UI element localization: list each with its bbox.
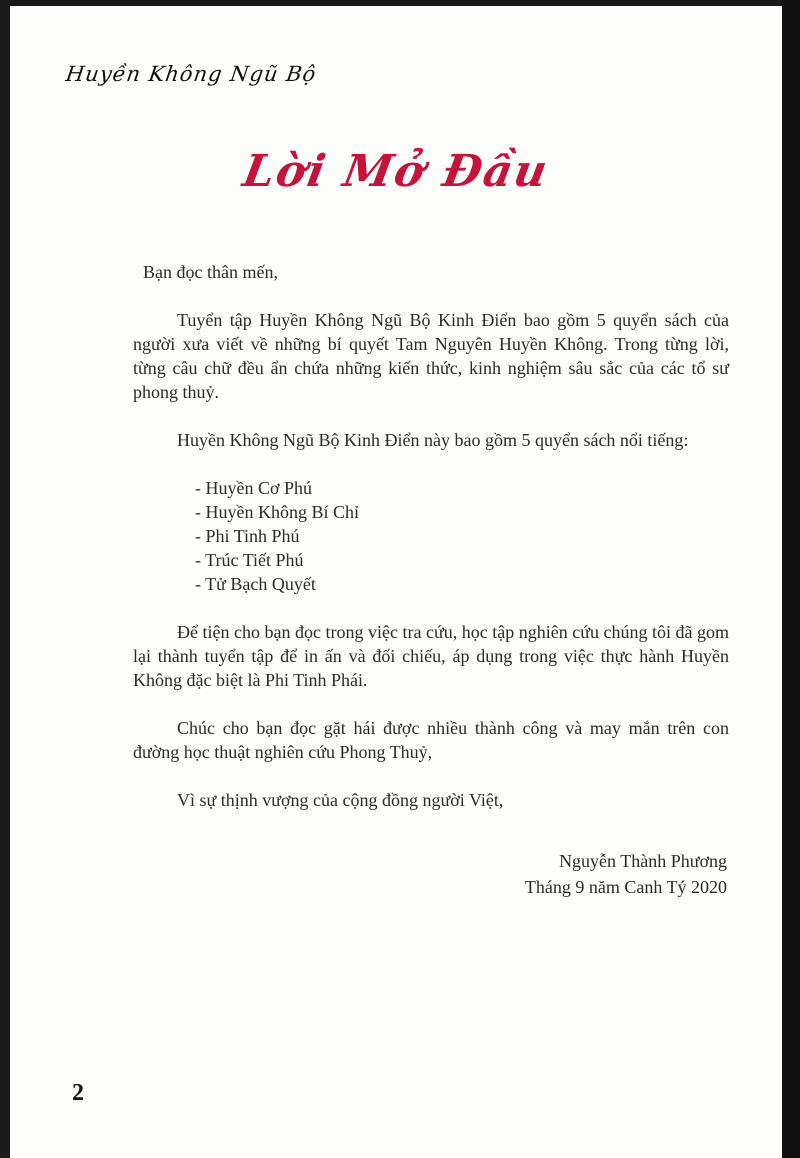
paragraph-wishes: Chúc cho bạn đọc gặt hái được nhiều thành công và may mắn trên con đường học thuật nghiên cứu Phong Thuỷ, — [133, 718, 729, 762]
letter-body — [133, 260, 729, 836]
list-item: - Trúc Tiết Phú — [195, 550, 304, 570]
paragraph-books-intro: Huyền Không Ngũ Bộ Kinh Điển này bao gồm 5 quyển sách nổi tiếng: — [177, 430, 689, 450]
signature-block — [525, 848, 727, 900]
viewer-edge — [782, 0, 800, 1158]
book-list — [133, 476, 729, 596]
signature-date: Tháng 9 năm Canh Tý 2020 — [524, 877, 727, 897]
document-page — [10, 6, 782, 1158]
list-item: - Huyền Cơ Phú — [195, 478, 313, 498]
page-number: 2 — [72, 1080, 84, 1106]
greeting: Bạn đọc thân mến, — [143, 262, 278, 282]
list-item: - Tử Bạch Quyết — [195, 574, 316, 594]
running-header: Huyền Không Ngũ Bộ — [64, 62, 319, 86]
paragraph-dedication: Vì sự thịnh vượng của cộng đồng người Việt, — [177, 790, 504, 810]
list-item: - Phi Tinh Phú — [195, 526, 300, 546]
paragraph-intro: Tuyển tập Huyền Không Ngũ Bộ Kinh Điển bao gồm 5 quyển sách của người xưa viết về những bí quyết Tam Nguyên Huyền Không. Trong từng lời, từng câu chữ đều ẩn chứa những kiến thức, kinh nghiệm sâu sắc của các tổ sư phong thuỷ. — [133, 310, 729, 402]
page-title: Lời Mở Đầu — [239, 146, 553, 197]
paragraph-purpose: Để tiện cho bạn đọc trong việc tra cứu, học tập nghiên cứu chúng tôi đã gom lại thành tuyển tập để in ấn và đối chiếu, áp dụng trong việc thực hành Huyền Không đặc biệt là Phi Tinh Phái. — [133, 622, 729, 690]
list-item: - Huyền Không Bí Chỉ — [195, 502, 359, 522]
author-name: Nguyễn Thành Phương — [559, 851, 727, 871]
